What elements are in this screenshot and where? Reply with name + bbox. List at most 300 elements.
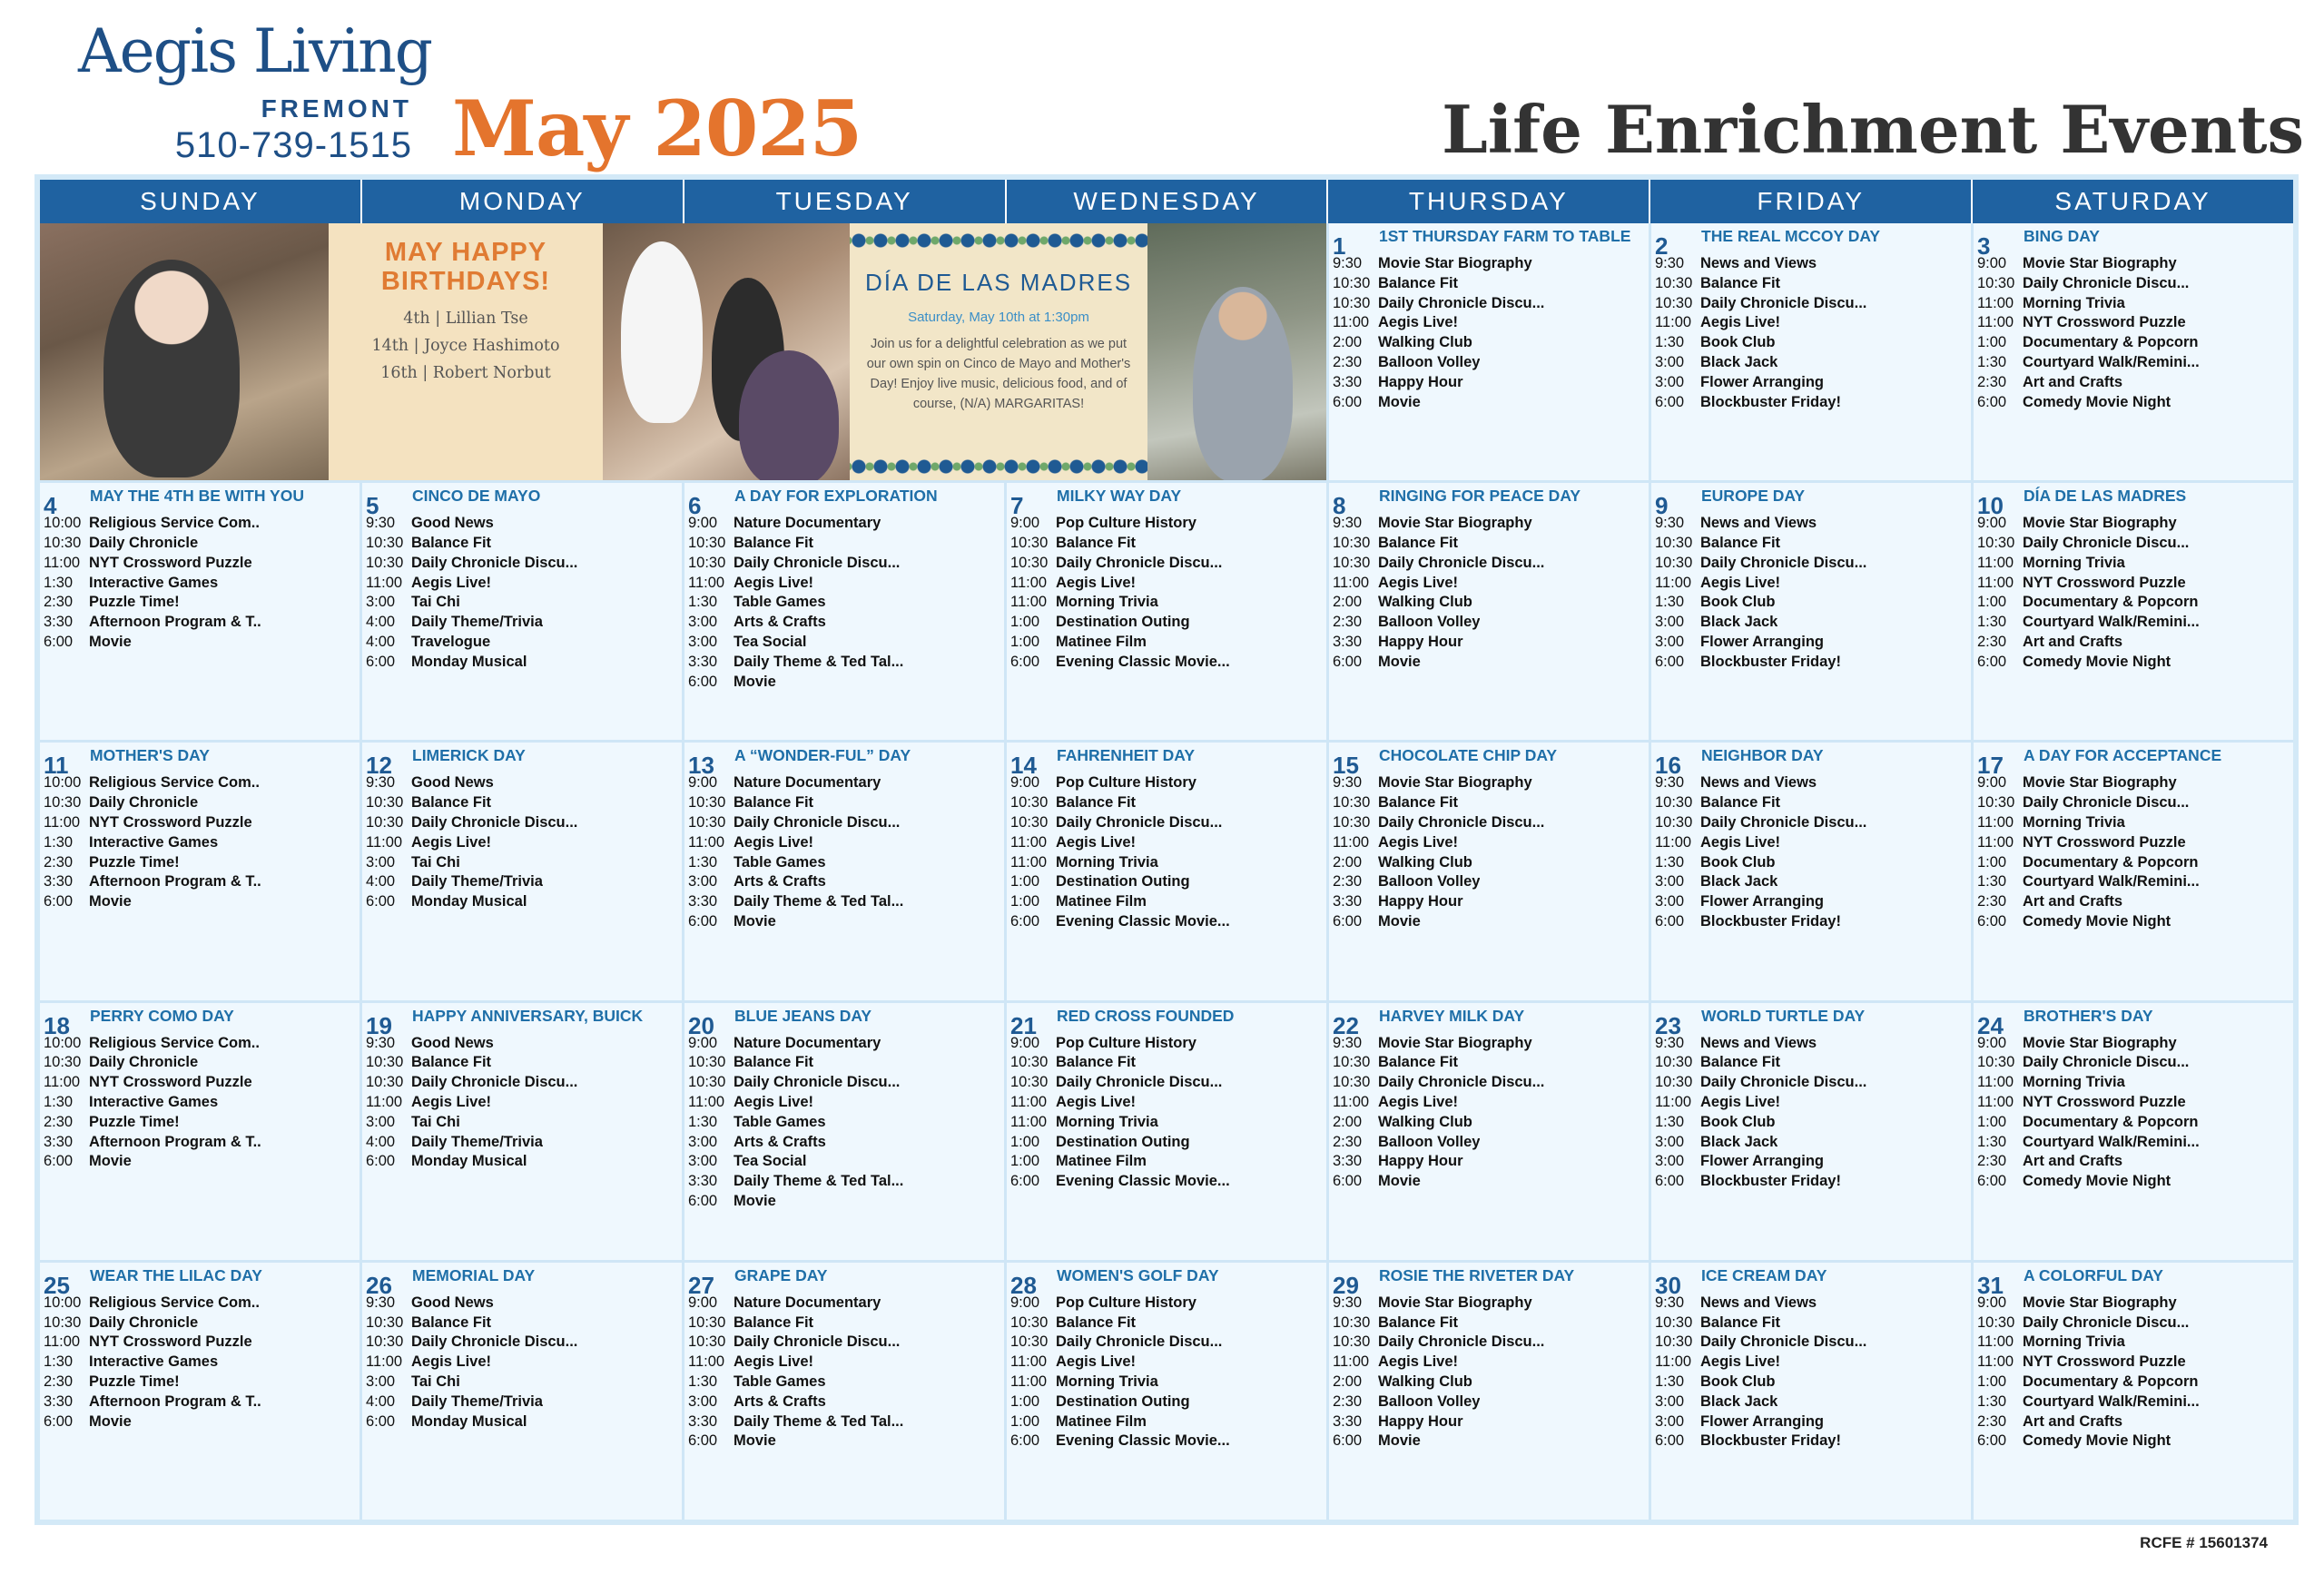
event-time: 9:30 (366, 1294, 396, 1311)
day-number: 14 (1010, 752, 1037, 780)
event-time: 10:30 (1333, 534, 1371, 551)
event-item (688, 1133, 1000, 1153)
event-activity: Balance Fit (1700, 794, 1781, 812)
aegis-logo (78, 16, 432, 171)
day-theme: WEAR THE LILAC DAY (90, 1265, 262, 1284)
event-list (1333, 254, 1645, 412)
day-cell (1651, 743, 1971, 999)
event-item (1010, 653, 1323, 673)
event-activity: Daily Chronicle (89, 1314, 199, 1331)
event-item (1655, 1412, 1967, 1432)
event-activity: Daily Chronicle Discu... (2023, 794, 2190, 812)
event-activity: Matinee Film (1056, 1412, 1147, 1430)
event-activity: Aegis Live! (734, 833, 814, 851)
event-activity: Daily Theme & Ted Tal... (734, 1173, 904, 1190)
event-time: 11:00 (1333, 1353, 1370, 1371)
event-time: 3:00 (1655, 1412, 1685, 1430)
event-time: 10:30 (366, 1314, 404, 1331)
event-time: 6:00 (1333, 1432, 1363, 1450)
event-time: 4:00 (366, 1392, 396, 1410)
event-time: 9:00 (1010, 1294, 1040, 1311)
day-number: 16 (1655, 752, 1681, 780)
event-item (1977, 813, 2290, 833)
event-activity: Comedy Movie Night (2023, 912, 2171, 930)
event-time: 3:00 (688, 873, 718, 890)
day-cell (1329, 743, 1649, 999)
event-time: 9:00 (1977, 1034, 2007, 1051)
event-activity: Art and Crafts (2023, 1153, 2123, 1170)
event-item (1333, 1373, 1645, 1392)
event-activity: NYT Crossword Puzzle (2023, 1093, 2186, 1110)
event-item (1333, 514, 1645, 534)
event-activity: Balance Fit (1700, 274, 1781, 291)
day-cell (1007, 1263, 1326, 1520)
event-activity: Morning Trivia (1056, 594, 1158, 611)
event-activity: Blockbuster Friday! (1700, 1432, 1841, 1450)
event-activity: Balance Fit (411, 794, 492, 812)
event-activity: Nature Documentary (734, 515, 881, 532)
event-time: 3:00 (688, 1153, 718, 1170)
event-item (1010, 554, 1323, 574)
event-time: 3:30 (1333, 893, 1363, 910)
event-time: 6:00 (44, 633, 74, 650)
event-time: 10:30 (1977, 1054, 2015, 1071)
event-activity: Daily Chronicle Discu... (2023, 1054, 2190, 1071)
event-time: 3:00 (1655, 1133, 1685, 1150)
event-list (1333, 773, 1645, 931)
event-activity: Puzzle Time! (89, 1373, 180, 1390)
event-list (1010, 773, 1323, 931)
event-item (366, 514, 678, 534)
day-theme: HAPPY ANNIVERSARY, BUICK (412, 1006, 644, 1025)
event-item (1977, 773, 2290, 793)
event-item (1977, 393, 2290, 413)
event-time: 4:00 (366, 614, 396, 631)
calendar (34, 174, 2299, 1525)
event-item (366, 892, 678, 912)
event-activity: Art and Crafts (2023, 1412, 2123, 1430)
event-time: 6:00 (1333, 393, 1363, 410)
event-item (688, 1432, 1000, 1451)
event-time: 3:00 (366, 853, 396, 871)
event-item (44, 1294, 356, 1314)
event-activity: Movie Star Biography (2023, 255, 2177, 271)
event-activity: Movie Star Biography (2023, 515, 2177, 532)
event-time: 3:00 (1655, 893, 1685, 910)
event-item (1655, 1314, 1967, 1333)
event-item (688, 1034, 1000, 1054)
event-activity: News and Views (1700, 1034, 1817, 1051)
day-theme: THE REAL MCCOY DAY (1701, 227, 1881, 245)
event-time: 10:30 (1010, 1333, 1049, 1351)
day-cell (1651, 223, 1971, 480)
event-activity: NYT Crossword Puzzle (2023, 314, 2186, 331)
event-activity: Walking Club (1378, 594, 1472, 611)
event-time: 3:30 (44, 1133, 74, 1150)
event-item (1655, 773, 1967, 793)
event-item (688, 833, 1000, 853)
event-activity: Daily Chronicle Discu... (1056, 813, 1223, 831)
event-item (1977, 1412, 2290, 1432)
event-time: 1:30 (44, 1353, 74, 1371)
event-time: 1:00 (1977, 853, 2007, 871)
event-time: 10:30 (1333, 554, 1371, 571)
event-time: 10:30 (1655, 1074, 1693, 1091)
event-activity: Movie (89, 893, 132, 910)
event-item (44, 1333, 356, 1353)
event-time: 9:30 (1333, 1294, 1363, 1311)
event-item (1010, 1294, 1323, 1314)
event-time: 9:00 (1977, 515, 2007, 532)
event-list (688, 1294, 1000, 1451)
day-number: 10 (1977, 492, 2004, 520)
event-activity: Book Club (1700, 1373, 1776, 1390)
event-time: 10:30 (366, 1054, 404, 1071)
event-item (1333, 1093, 1645, 1113)
event-activity: NYT Crossword Puzzle (89, 554, 252, 571)
event-time: 10:30 (1655, 1333, 1693, 1351)
event-time: 3:30 (688, 653, 718, 670)
event-item (1010, 1373, 1323, 1392)
event-activity: Daily Chronicle Discu... (2023, 274, 2190, 291)
event-item (366, 1373, 678, 1392)
page-header (0, 0, 2324, 172)
event-activity: Pop Culture History (1056, 1294, 1196, 1311)
event-time: 2:00 (1333, 1113, 1363, 1130)
event-time: 6:00 (366, 653, 396, 670)
day-theme: NEIGHBOR DAY (1701, 746, 1824, 765)
event-time: 10:30 (1010, 794, 1049, 812)
event-item (688, 872, 1000, 892)
day-cell (1329, 1263, 1649, 1520)
day-number: 6 (688, 492, 702, 520)
event-activity: Art and Crafts (2023, 373, 2123, 390)
event-activity: Courtyard Walk/Remini... (2023, 873, 2200, 890)
event-time: 3:30 (688, 1173, 718, 1190)
weekday-wednesday: WEDNESDAY (1007, 180, 1329, 223)
event-time: 10:30 (1977, 1314, 2015, 1331)
event-item (688, 554, 1000, 574)
event-activity: Balance Fit (1056, 1314, 1137, 1331)
event-item (688, 653, 1000, 673)
event-activity: Good News (411, 774, 494, 792)
event-time: 2:30 (1977, 633, 2007, 650)
event-activity: Pop Culture History (1056, 1034, 1196, 1051)
event-item (688, 1053, 1000, 1073)
day-cell (1007, 1003, 1326, 1260)
event-activity: Balance Fit (1056, 794, 1137, 812)
event-item (1655, 274, 1967, 294)
event-item (1655, 1133, 1967, 1153)
event-activity: Daily Chronicle Discu... (1056, 1333, 1223, 1351)
event-item (366, 1333, 678, 1353)
event-activity: Comedy Movie Night (2023, 393, 2171, 410)
event-time: 4:00 (366, 633, 396, 650)
event-list (1655, 514, 1967, 672)
weekday-header-row (40, 180, 2293, 223)
event-activity: Movie (734, 673, 776, 690)
day-cell (40, 483, 359, 740)
event-item (688, 1412, 1000, 1432)
event-time: 10:30 (1333, 813, 1371, 831)
event-item (366, 1412, 678, 1432)
event-activity: Puzzle Time! (89, 853, 180, 871)
event-activity: NYT Crossword Puzzle (2023, 833, 2186, 851)
event-time: 11:00 (1010, 1113, 1048, 1130)
event-time: 1:30 (1977, 614, 2007, 631)
event-item (44, 534, 356, 554)
event-item (1010, 593, 1323, 613)
event-item (1977, 534, 2290, 554)
event-activity: NYT Crossword Puzzle (2023, 1353, 2186, 1371)
event-item (1010, 892, 1323, 912)
event-activity: Happy Hour (1378, 373, 1463, 390)
event-activity: Morning Trivia (1056, 1373, 1158, 1390)
event-time: 10:30 (1655, 294, 1693, 311)
event-activity: Matinee Film (1056, 1153, 1147, 1170)
event-time: 9:00 (688, 515, 718, 532)
event-activity: Documentary & Popcorn (2023, 594, 2199, 611)
event-time: 6:00 (366, 1153, 396, 1170)
event-item (1977, 294, 2290, 314)
event-activity: Aegis Live! (734, 1093, 814, 1110)
event-time: 11:00 (1977, 574, 2014, 591)
event-time: 9:00 (1977, 255, 2007, 271)
event-time: 10:30 (1333, 274, 1371, 291)
event-time: 3:30 (688, 1412, 718, 1430)
day-theme: WOMEN'S GOLF DAY (1057, 1265, 1219, 1284)
event-item (1010, 1073, 1323, 1093)
event-item (1333, 653, 1645, 673)
event-time: 2:30 (1977, 1153, 2007, 1170)
flower-border-top (850, 229, 1147, 252)
event-time: 9:00 (688, 1294, 718, 1311)
day-cell (362, 743, 682, 999)
event-time: 6:00 (1333, 912, 1363, 930)
event-item (44, 514, 356, 534)
event-activity: Balance Fit (734, 534, 814, 551)
event-activity: Aegis Live! (734, 574, 814, 591)
event-item (688, 1314, 1000, 1333)
event-activity: Movie (1378, 653, 1421, 670)
event-item (1655, 294, 1967, 314)
event-item (1655, 1373, 1967, 1392)
flower-border-bottom (850, 455, 1147, 478)
event-time: 6:00 (1655, 393, 1685, 410)
event-activity: Pop Culture History (1056, 515, 1196, 532)
event-item (1333, 294, 1645, 314)
event-time: 6:00 (1977, 393, 2007, 410)
event-item (1977, 653, 2290, 673)
event-activity: Movie (1378, 1432, 1421, 1450)
day-number: 13 (688, 752, 714, 780)
event-item (1010, 1333, 1323, 1353)
event-item (1655, 593, 1967, 613)
event-time: 10:30 (1333, 1314, 1371, 1331)
event-time: 3:30 (44, 873, 74, 890)
event-time: 1:00 (1010, 893, 1040, 910)
event-time: 10:30 (1655, 1314, 1693, 1331)
event-list (44, 514, 356, 653)
resident-photo (40, 223, 329, 480)
event-item (1010, 1113, 1323, 1133)
weekday-friday: FRIDAY (1650, 180, 1973, 223)
event-item (1977, 1314, 2290, 1333)
event-time: 1:30 (44, 1093, 74, 1110)
event-activity: Interactive Games (89, 833, 219, 851)
event-item (1655, 633, 1967, 653)
event-item (688, 1113, 1000, 1133)
event-activity: Flower Arranging (1700, 633, 1824, 650)
event-time: 6:00 (1655, 1432, 1685, 1450)
event-activity: Afternoon Program & T.. (89, 1392, 261, 1410)
event-item (366, 613, 678, 633)
event-item (366, 554, 678, 574)
event-list (1010, 1034, 1323, 1192)
event-time: 9:00 (688, 1034, 718, 1051)
event-activity: Daily Chronicle (89, 794, 199, 812)
resident-outdoor-photo (1147, 223, 1326, 480)
weekday-thursday: THURSDAY (1328, 180, 1650, 223)
event-activity: Balance Fit (1378, 794, 1459, 812)
event-item (1010, 853, 1323, 873)
day-cell (362, 1003, 682, 1260)
event-activity: Interactive Games (89, 1093, 219, 1110)
event-time: 10:30 (44, 794, 82, 812)
event-activity: Art and Crafts (2023, 893, 2123, 910)
event-item (1333, 1392, 1645, 1412)
event-list (44, 773, 356, 912)
event-time: 3:30 (1333, 1412, 1363, 1430)
event-activity: Movie (1378, 393, 1421, 410)
event-time: 2:30 (44, 1113, 74, 1130)
event-list (1655, 1034, 1967, 1192)
birthday-card (329, 223, 603, 480)
day-cell (1974, 1003, 2293, 1260)
event-activity: Puzzle Time! (89, 1113, 180, 1130)
event-item (44, 613, 356, 633)
event-item (1333, 373, 1645, 393)
event-item (1655, 554, 1967, 574)
event-time: 2:30 (44, 1373, 74, 1390)
event-activity: Daily Theme/Trivia (411, 614, 543, 631)
event-item (688, 673, 1000, 693)
event-activity: Blockbuster Friday! (1700, 912, 1841, 930)
event-activity: Movie (1378, 912, 1421, 930)
day-number: 22 (1333, 1011, 1359, 1039)
event-activity: Black Jack (1700, 1392, 1778, 1410)
event-time: 10:30 (688, 1074, 726, 1091)
event-item (688, 613, 1000, 633)
event-item (1655, 872, 1967, 892)
event-activity: Monday Musical (411, 1412, 527, 1430)
event-activity: Book Club (1700, 594, 1776, 611)
event-time: 9:30 (1333, 255, 1363, 271)
event-activity: Daily Chronicle Discu... (734, 554, 901, 571)
event-activity: Morning Trivia (1056, 1113, 1158, 1130)
event-activity: Aegis Live! (734, 1353, 814, 1371)
event-activity: Nature Documentary (734, 774, 881, 792)
day-cell (1329, 1003, 1649, 1260)
event-activity: Daily Chronicle Discu... (1378, 554, 1545, 571)
event-activity: Balance Fit (411, 534, 492, 551)
event-time: 11:00 (1655, 574, 1692, 591)
event-item (1977, 1172, 2290, 1192)
event-item (44, 853, 356, 873)
event-item (1977, 373, 2290, 393)
day-theme: ICE CREAM DAY (1701, 1265, 1827, 1284)
event-activity: Morning Trivia (1056, 853, 1158, 871)
event-item (1655, 813, 1967, 833)
event-time: 2:30 (1333, 353, 1363, 370)
event-activity: Flower Arranging (1700, 373, 1824, 390)
event-item (1333, 1333, 1645, 1353)
event-activity: Monday Musical (411, 653, 527, 670)
event-item (1010, 1432, 1323, 1451)
event-activity: Daily Theme & Ted Tal... (734, 1412, 904, 1430)
event-activity: Balance Fit (1378, 274, 1459, 291)
event-activity: Blockbuster Friday! (1700, 653, 1841, 670)
event-time: 3:00 (1655, 614, 1685, 631)
event-time: 11:00 (1977, 294, 2014, 311)
event-activity: Movie Star Biography (1378, 255, 1532, 271)
event-item (1977, 274, 2290, 294)
event-time: 1:00 (1010, 1412, 1040, 1430)
event-time: 10:00 (44, 1294, 82, 1311)
day-number: 9 (1655, 492, 1669, 520)
day-number: 19 (366, 1011, 392, 1039)
event-item (1333, 574, 1645, 594)
event-activity: Daily Chronicle Discu... (1378, 1333, 1545, 1351)
event-time: 3:00 (688, 1133, 718, 1150)
event-activity: Aegis Live! (1378, 833, 1459, 851)
event-item (1977, 1073, 2290, 1093)
event-time: 3:00 (688, 633, 718, 650)
event-activity: Courtyard Walk/Remini... (2023, 1392, 2200, 1410)
event-item (1977, 1053, 2290, 1073)
day-cell (684, 483, 1004, 740)
event-item (1655, 313, 1967, 333)
event-activity: Book Club (1700, 334, 1776, 351)
event-item (1977, 313, 2290, 333)
event-activity: Walking Club (1378, 334, 1472, 351)
event-item (688, 1172, 1000, 1192)
event-item (1655, 1073, 1967, 1093)
event-time: 11:00 (1010, 853, 1048, 871)
event-time: 3:30 (44, 1392, 74, 1410)
event-list (1977, 514, 2290, 672)
event-item (688, 773, 1000, 793)
event-activity: Aegis Live! (1056, 574, 1137, 591)
event-activity: Pop Culture History (1056, 774, 1196, 792)
event-time: 11:00 (44, 1333, 81, 1351)
event-time: 1:30 (44, 574, 74, 591)
event-item (44, 1392, 356, 1412)
event-activity: Arts & Crafts (734, 614, 826, 631)
day-theme: MAY THE 4TH BE WITH YOU (90, 487, 304, 506)
event-activity: Daily Theme & Ted Tal... (734, 893, 904, 910)
event-activity: Morning Trivia (2023, 1333, 2125, 1351)
day-cell (1651, 483, 1971, 740)
event-item (1010, 793, 1323, 813)
event-activity: Tai Chi (411, 1373, 460, 1390)
event-activity: Balance Fit (734, 1314, 814, 1331)
event-item (1977, 1294, 2290, 1314)
event-time: 9:00 (1010, 774, 1040, 792)
event-time: 9:30 (366, 774, 396, 792)
event-activity: Happy Hour (1378, 1412, 1463, 1430)
event-item (366, 1113, 678, 1133)
